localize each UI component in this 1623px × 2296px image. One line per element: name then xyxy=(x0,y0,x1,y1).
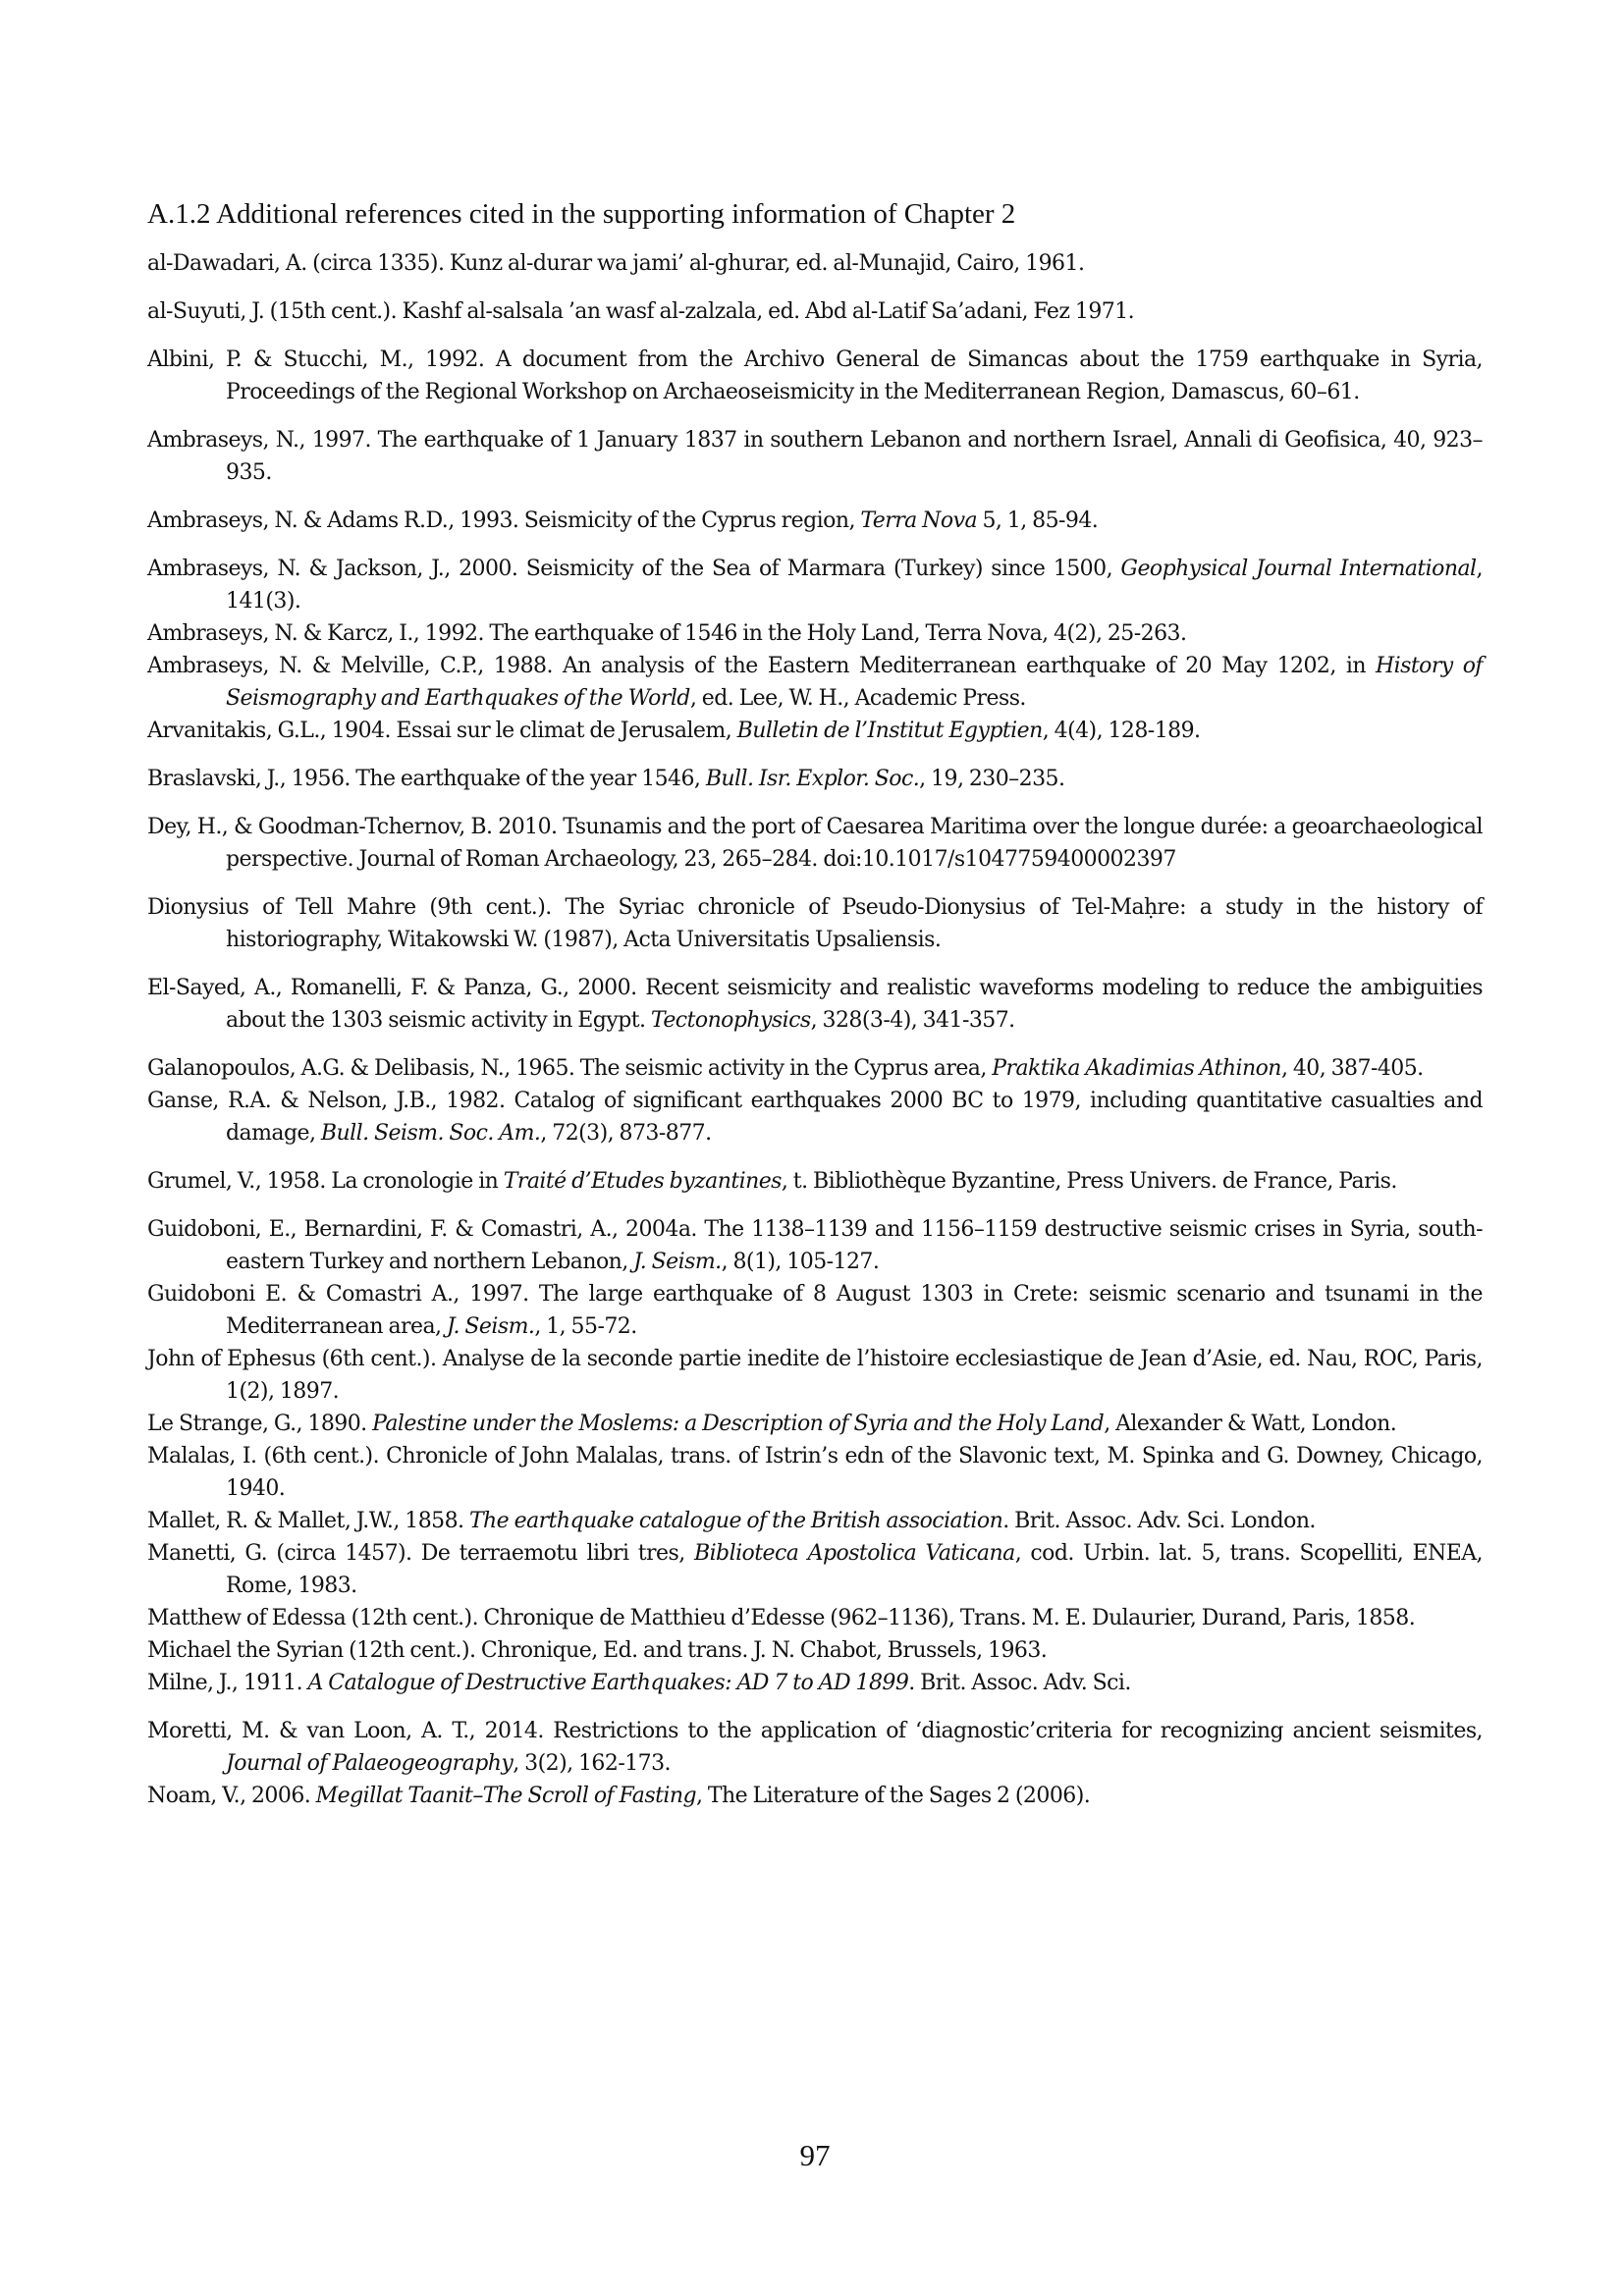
reference-text: , 3(2), 162-173. xyxy=(513,1751,671,1776)
reference-text: , Alexander & Watt, London. xyxy=(1104,1412,1397,1436)
reference-entry xyxy=(147,1213,1483,1278)
reference-text: Ambraseys, N., 1997. The earthquake of 1 January 1837 in southern Lebanon and northern Israel, Annali di Geofisica, 40, 923–935. xyxy=(147,428,1483,485)
reference-entry xyxy=(147,972,1483,1037)
reference-entry xyxy=(147,247,1483,280)
reference-text: Le Strange, G., 1890. xyxy=(147,1412,373,1436)
reference-text: , 328(3-4), 341-357. xyxy=(810,1008,1015,1033)
reference-entry xyxy=(147,1667,1483,1699)
reference-entry xyxy=(147,1780,1483,1812)
reference-text: , cod. Urbin. lat. 5, trans. Scopelliti, ENEA, Rome, 1983. xyxy=(226,1541,1483,1598)
reference-text: , 40, 387-405. xyxy=(1280,1056,1424,1081)
reference-text: Ganse, R.A. & Nelson, J.B., 1982. Catalog of significant earthquakes 2000 BC to 1979, including quantitative casualties and damage, xyxy=(147,1089,1483,1146)
reference-text: Guidoboni E. & Comastri A., 1997. The large earthquake of 8 August 1303 in Crete: seismic scenario and tsunami in the Mediterranean area, xyxy=(147,1282,1483,1339)
reference-text: John of Ephesus (6th cent.). Analyse de la seconde partie inedite de l’histoire ecclesiastique de Jean d’Asie, ed. Nau, ROC, Paris, 1(2), 1897. xyxy=(147,1347,1483,1404)
reference-italic-text: Bulletin de l’Institut Egyptien xyxy=(736,719,1043,743)
reference-entry xyxy=(147,811,1483,876)
reference-entry xyxy=(147,344,1483,408)
reference-italic-text: Terra Nova xyxy=(860,508,978,533)
reference-text: Michael the Syrian (12th cent.). Chronique, Ed. and trans. J. N. Chabot, Brussels, 1963. xyxy=(147,1638,1048,1663)
reference-text: Arvanitakis, G.L., 1904. Essai sur le climat de Jerusalem, xyxy=(147,719,737,743)
reference-italic-text: Journal of Palaeogeography xyxy=(226,1751,514,1776)
reference-italic-text: Biblioteca Apostolica Vaticana xyxy=(693,1541,1015,1566)
reference-italic-text: Praktika Akadimias Athinon xyxy=(992,1056,1281,1081)
reference-text: al-Suyuti, J. (15th cent.). Kashf al-salsala ’an wasf al-zalzala, ed. Abd al-Latif Sa’adani, Fez 1971. xyxy=(147,299,1135,324)
reference-entry xyxy=(147,1602,1483,1634)
reference-italic-text: History of Seismography and Earthquakes of the World xyxy=(226,654,1483,711)
reference-text: , 8(1), 105-127. xyxy=(721,1250,880,1274)
reference-text: El-Sayed, A., Romanelli, F. & Panza, G., 2000. Recent seismicity and realistic waveforms modeling to reduce the ambiguities about the 1303 seismic activity in Egypt. xyxy=(147,976,1483,1033)
reference-entry xyxy=(147,891,1483,956)
section-heading: A.1.2 Additional references cited in the supporting information of Chapter 2 xyxy=(147,198,1016,230)
reference-entry xyxy=(147,1278,1483,1343)
reference-text: Galanopoulos, A.G. & Delibasis, N., 1965. The seismic activity in the Cyprus area, xyxy=(147,1056,993,1081)
reference-entry xyxy=(147,1343,1483,1408)
reference-text: Ambraseys, N. & Karcz, I., 1992. The earthquake of 1546 in the Holy Land, Terra Nova, 4(2), 25-263. xyxy=(147,621,1187,646)
reference-entry xyxy=(147,424,1483,489)
reference-entry xyxy=(147,1052,1483,1085)
reference-entry xyxy=(147,1085,1483,1149)
reference-text: , 4(4), 128-189. xyxy=(1042,719,1201,743)
reference-text: Matthew of Edessa (12th cent.). Chronique de Matthieu d’Edesse (962–1136), Trans. M. E. Dulaurier, Durand, Paris, 1858. xyxy=(147,1606,1416,1630)
reference-text: , The Literature of the Sages 2 (2006). xyxy=(696,1784,1091,1808)
reference-italic-text: J. Seism. xyxy=(446,1314,535,1339)
reference-italic-text: A Catalogue of Destructive Earthquakes: AD 7 to AD 1899 xyxy=(307,1671,909,1695)
reference-text: Grumel, V., 1958. La cronologie in xyxy=(147,1169,504,1194)
reference-text: . Brit. Assoc. Adv. Sci. xyxy=(908,1671,1131,1695)
reference-text: Moretti, M. & van Loon, A. T., 2014. Restrictions to the application of ‘diagnostic’criteria for recognizing ancient seismites, xyxy=(147,1719,1483,1743)
reference-text: , ed. Lee, W. H., Academic Press. xyxy=(689,686,1026,711)
reference-entry xyxy=(147,1537,1483,1602)
reference-text: Ambraseys, N. & Adams R.D., 1993. Seismicity of the Cyprus region, xyxy=(147,508,861,533)
reference-italic-text: Bull. Seism. Soc. Am. xyxy=(320,1121,541,1146)
reference-entry xyxy=(147,1634,1483,1667)
reference-text: Manetti, G. (circa 1457). De terraemotu libri tres, xyxy=(147,1541,694,1566)
reference-list xyxy=(147,247,1483,1812)
reference-text: , 1, 55-72. xyxy=(534,1314,637,1339)
reference-italic-text: Bull. Isr. Explor. Soc. xyxy=(705,767,920,791)
reference-entry xyxy=(147,650,1483,715)
reference-text: Ambraseys, N. & Jackson, J., 2000. Seismicity of the Sea of Marmara (Turkey) since 1500, xyxy=(147,557,1121,581)
reference-text: Braslavski, J., 1956. The earthquake of the year 1546, xyxy=(147,767,706,791)
reference-text: Dey, H., & Goodman-Tchernov, B. 2010. Tsunamis and the port of Caesarea Maritima over the longue durée: a geoarchaeological perspective. Journal of Roman Archaeology, 23, 265–284. doi:10.1017/s1047759400002397 xyxy=(147,815,1483,872)
reference-text: Milne, J., 1911. xyxy=(147,1671,308,1695)
reference-text: Mallet, R. & Mallet, J.W., 1858. xyxy=(147,1509,469,1533)
reference-text: , t. Bibliothèque Byzantine, Press Univers. de France, Paris. xyxy=(781,1169,1397,1194)
reference-entry xyxy=(147,763,1483,795)
reference-text: Dionysius of Tell Mahre (9th cent.). The Syriac chronicle of Pseudo-Dionysius of Tel-Maḥre: a study in the history of historiography, Witakowski W. (1987), Acta Universitatis Upsaliensis. xyxy=(147,895,1483,952)
reference-entry xyxy=(147,715,1483,747)
reference-text: Malalas, I. (6th cent.). Chronicle of John Malalas, trans. of Istrin’s edn of the Slavonic text, M. Spinka and G. Downey, Chicago, 1940. xyxy=(147,1444,1483,1501)
reference-italic-text: Tectonophysics xyxy=(650,1008,811,1033)
reference-entry xyxy=(147,617,1483,650)
reference-italic-text: Traité d’Etudes byzantines xyxy=(503,1169,782,1194)
reference-italic-text: Geophysical Journal International xyxy=(1120,557,1477,581)
reference-text: al-Dawadari, A. (circa 1335). Kunz al-durar wa jami’ al-ghurar, ed. al-Munajid, Cairo, 1961. xyxy=(147,251,1085,276)
reference-text: , 19, 230–235. xyxy=(919,767,1065,791)
page-number: 97 xyxy=(799,2138,831,2172)
reference-text: . Brit. Assoc. Adv. Sci. London. xyxy=(1002,1509,1316,1533)
reference-entry xyxy=(147,1505,1483,1537)
reference-text: Albini, P. & Stucchi, M., 1992. A document from the Archivo General de Simancas about the 1759 earthquake in Syria, Proceedings of the Regional Workshop on Archaeoseismicity in the Mediterranean Region, Damascus, 60–61. xyxy=(147,347,1483,404)
document-page xyxy=(147,0,1483,2296)
reference-italic-text: Palestine under the Moslems: a Description of Syria and the Holy Land xyxy=(372,1412,1105,1436)
reference-text: Ambraseys, N. & Melville, C.P., 1988. An analysis of the Eastern Mediterranean earthquake of 20 May 1202, in xyxy=(147,654,1376,678)
reference-italic-text: Megillat Taanit–The Scroll of Fasting xyxy=(315,1784,697,1808)
reference-text: Noam, V., 2006. xyxy=(147,1784,316,1808)
reference-entry xyxy=(147,295,1483,328)
reference-entry xyxy=(147,1408,1483,1440)
reference-entry xyxy=(147,553,1483,617)
reference-italic-text: The earthquake catalogue of the British association xyxy=(468,1509,1003,1533)
reference-text: 5, 1, 85-94. xyxy=(977,508,1099,533)
reference-text: Guidoboni, E., Bernardini, F. & Comastri, A., 2004a. The 1138–1139 and 1156–1159 destructive seismic crises in Syria, south-eastern Turkey and northern Lebanon, xyxy=(147,1217,1483,1274)
reference-entry xyxy=(147,1440,1483,1505)
reference-entry xyxy=(147,1715,1483,1780)
reference-entry xyxy=(147,1165,1483,1198)
reference-text: , 72(3), 873-877. xyxy=(540,1121,712,1146)
reference-italic-text: J. Seism. xyxy=(633,1250,722,1274)
reference-entry xyxy=(147,505,1483,537)
reference-text: , 141(3). xyxy=(226,557,1483,614)
